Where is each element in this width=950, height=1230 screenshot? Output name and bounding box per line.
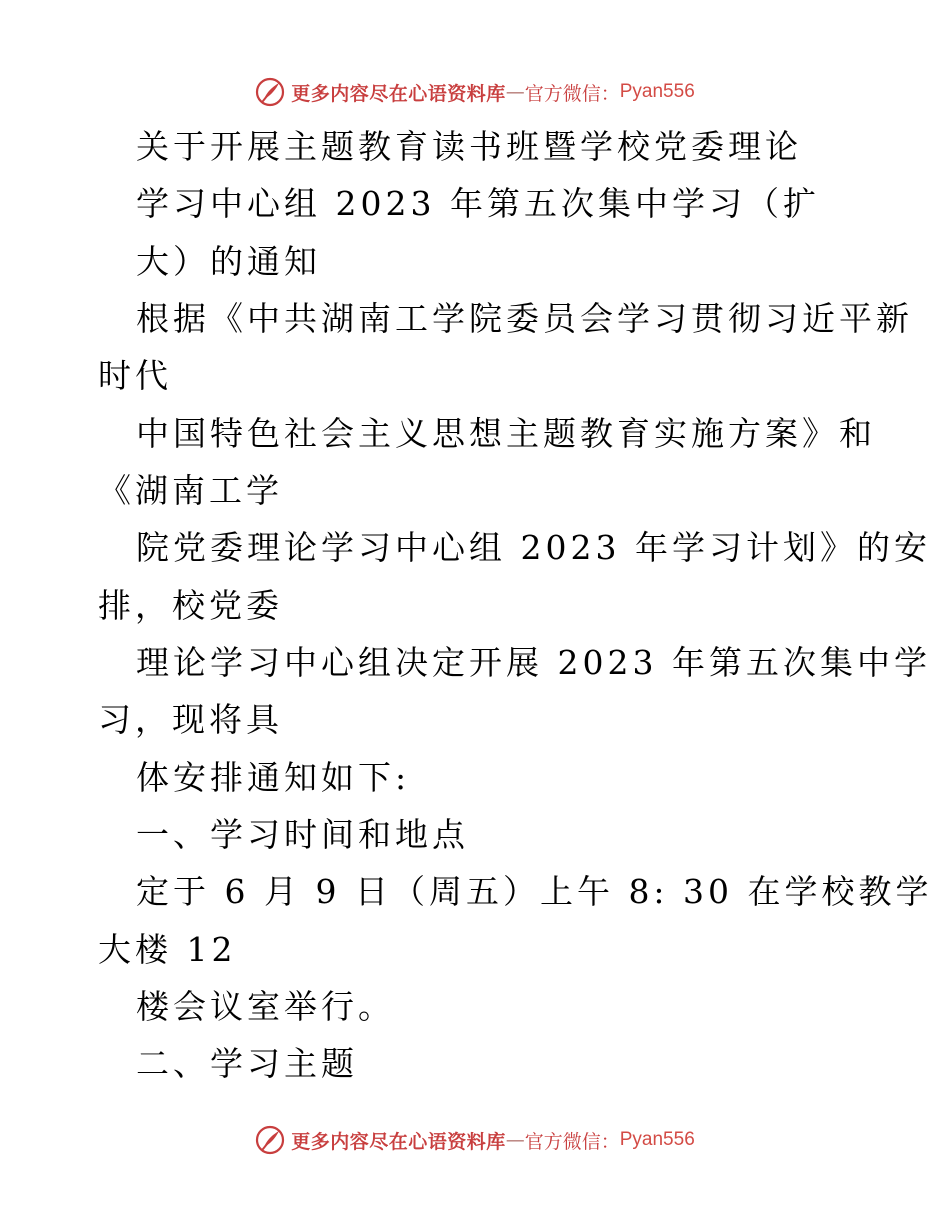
paragraph-line: 定于 6 月 9 日（周五）上午 8: 30 在学校教学 <box>136 872 933 911</box>
paragraph-line: 根据《中共湖南工学院委员会学习贯彻习近平新 <box>136 299 913 338</box>
watermark-wechat-label: 官方微信： <box>524 1130 620 1153</box>
quill-pen-logo-icon <box>255 1125 285 1155</box>
paragraph-line: 《湖南工学 <box>98 471 283 510</box>
section-heading-1: 一、学习时间和地点 <box>136 815 469 854</box>
paragraph-line: 楼会议室举行。 <box>136 987 395 1026</box>
watermark-wechat-label: 官方微信： <box>524 82 620 105</box>
title-line-2: 学习中心组 2023 年第五次集中学习（扩 <box>136 184 820 223</box>
paragraph-line: 习，现将具 <box>98 700 283 739</box>
title-line-3: 大）的通知 <box>136 242 321 281</box>
watermark-separator: — <box>505 81 525 103</box>
header-watermark <box>0 72 950 112</box>
watermark-wechat-id: Pyan556 <box>619 81 695 102</box>
title-line-1: 关于开展主题教育读书班暨学校党委理论 <box>136 127 802 166</box>
paragraph-line: 理论学习中心组决定开展 2023 年第五次集中学 <box>136 643 931 682</box>
footer-watermark <box>0 1120 950 1160</box>
watermark-separator: — <box>505 1129 525 1151</box>
section-heading-2: 二、学习主题 <box>136 1044 358 1083</box>
quill-pen-logo-icon <box>255 77 285 107</box>
paragraph-line: 大楼 12 <box>98 930 237 969</box>
watermark-brand: 更多内容尽在心语资料库 <box>291 82 506 105</box>
paragraph-line: 中国特色社会主义思想主题教育实施方案》和 <box>136 414 876 453</box>
paragraph-line: 时代 <box>98 356 172 395</box>
watermark-brand: 更多内容尽在心语资料库 <box>291 1130 506 1153</box>
paragraph-line: 体安排通知如下: <box>136 758 411 797</box>
paragraph-line: 排，校党委 <box>98 586 283 625</box>
paragraph-line: 院党委理论学习中心组 2023 年学习计划》的安 <box>136 528 931 567</box>
watermark-wechat-id: Pyan556 <box>619 1129 695 1150</box>
